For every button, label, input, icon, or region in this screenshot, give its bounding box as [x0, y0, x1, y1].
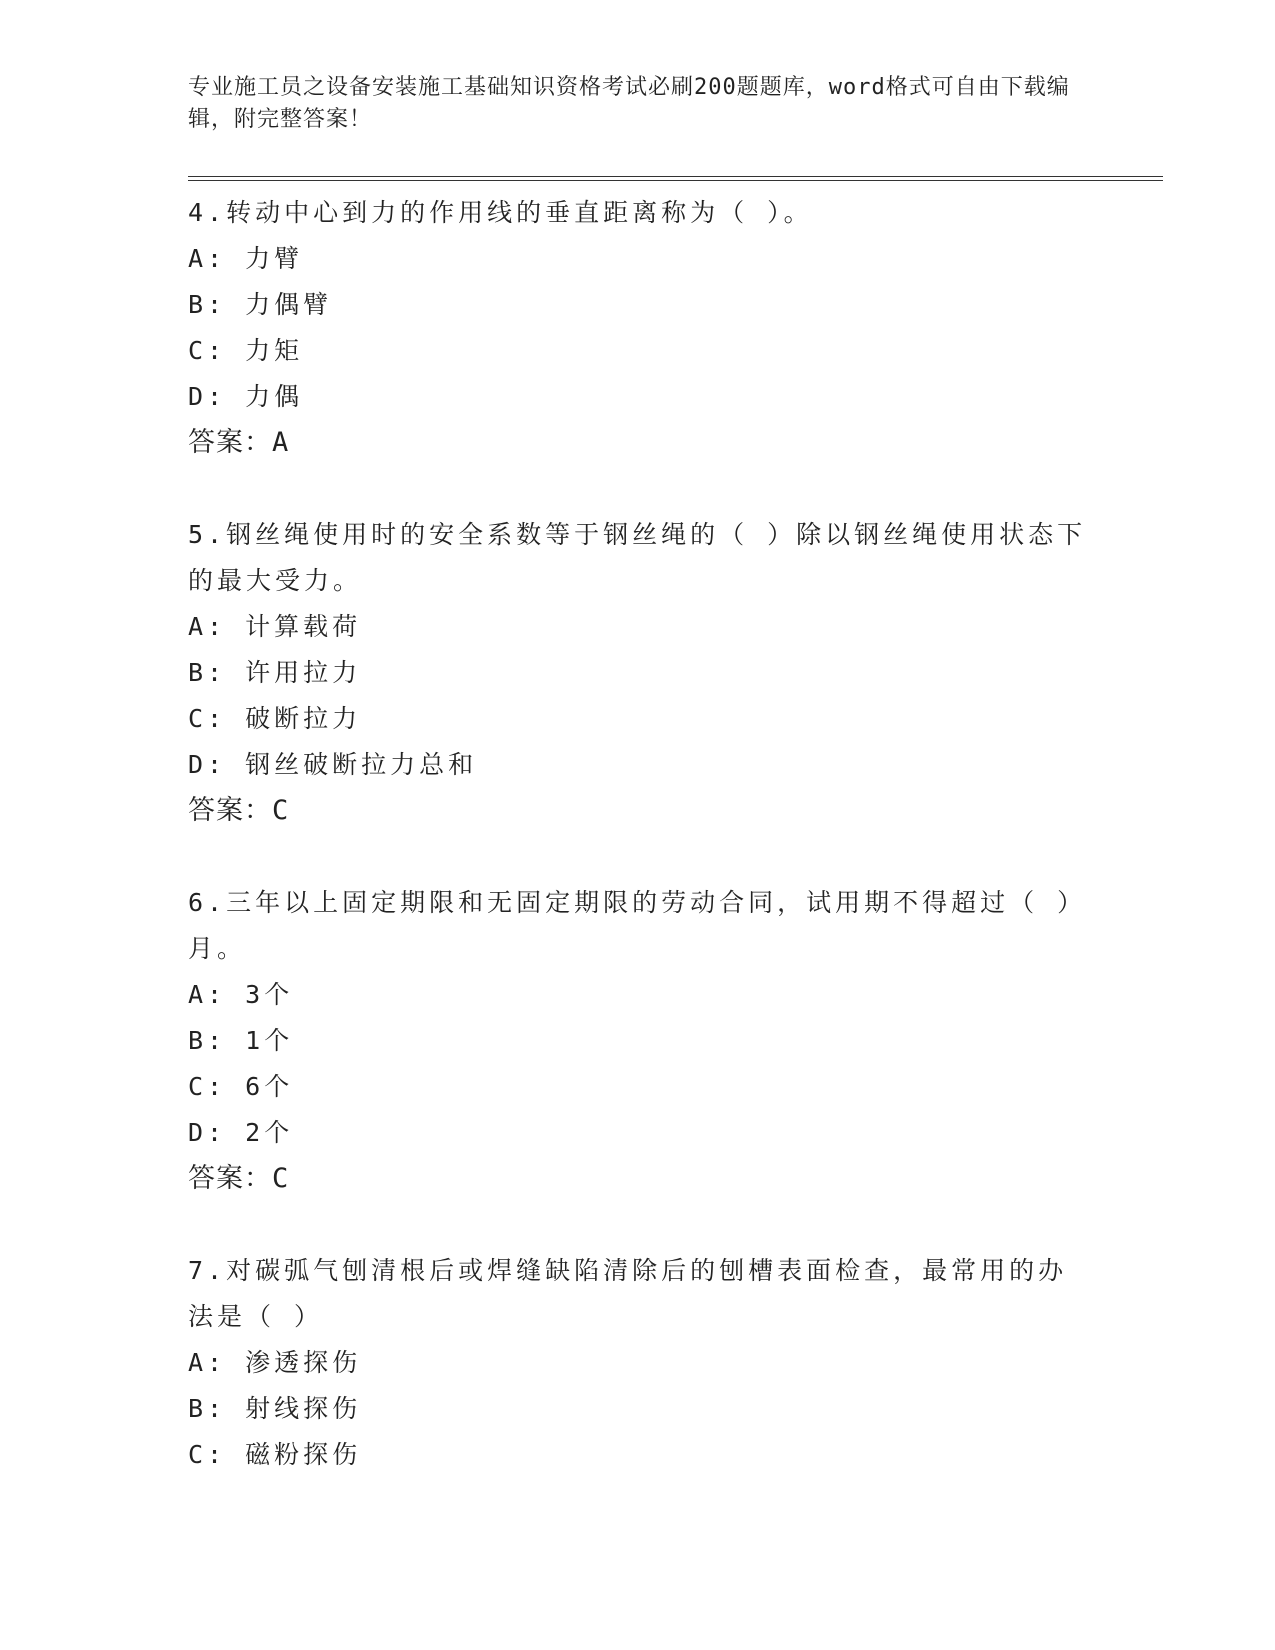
question-item	[188, 512, 1163, 834]
option-a: A: 力臂	[188, 244, 304, 273]
option-a: A: 计算载荷	[188, 612, 362, 641]
option-a: A: 渗透探伤	[188, 1348, 362, 1377]
option-c: C: 破断拉力	[188, 704, 362, 733]
answer-line: 答案：C	[188, 1163, 290, 1194]
question-stem: 4.转动中心到力的作用线的垂直距离称为（ ）。	[188, 198, 813, 227]
answer-line: 答案：C	[188, 795, 290, 826]
option-d: D: 力偶	[188, 382, 304, 411]
answer-line: 答案：A	[188, 427, 290, 458]
option-c: C: 力矩	[188, 336, 304, 365]
question-item	[188, 190, 1163, 466]
option-c: C: 磁粉探伤	[188, 1440, 362, 1469]
option-d: D: 钢丝破断拉力总和	[188, 750, 478, 779]
option-c: C: 6个	[188, 1072, 294, 1101]
question-item	[188, 1248, 1163, 1478]
option-b: B: 许用拉力	[188, 658, 362, 687]
document-header: 专业施工员之设备安装施工基础知识资格考试必刷200题题库，word格式可自由下载编辑，附完整答案！	[188, 75, 1070, 132]
question-list	[188, 190, 1163, 1524]
question-item	[188, 880, 1163, 1202]
option-b: B: 1个	[188, 1026, 294, 1055]
question-stem: 5.钢丝绳使用时的安全系数等于钢丝绳的（ ）除以钢丝绳使用状态下的最大受力。	[188, 520, 1087, 595]
option-b: B: 射线探伤	[188, 1394, 362, 1423]
question-stem: 6.三年以上固定期限和无固定期限的劳动合同，试用期不得超过（ ）月。	[188, 888, 1087, 963]
option-b: B: 力偶臂	[188, 290, 333, 319]
option-d: D: 2个	[188, 1118, 294, 1147]
header-divider	[188, 176, 1163, 181]
option-a: A: 3个	[188, 980, 294, 1009]
question-stem: 7.对碳弧气刨清根后或焊缝缺陷清除后的刨槽表面检查，最常用的办法是（ ）	[188, 1256, 1068, 1331]
